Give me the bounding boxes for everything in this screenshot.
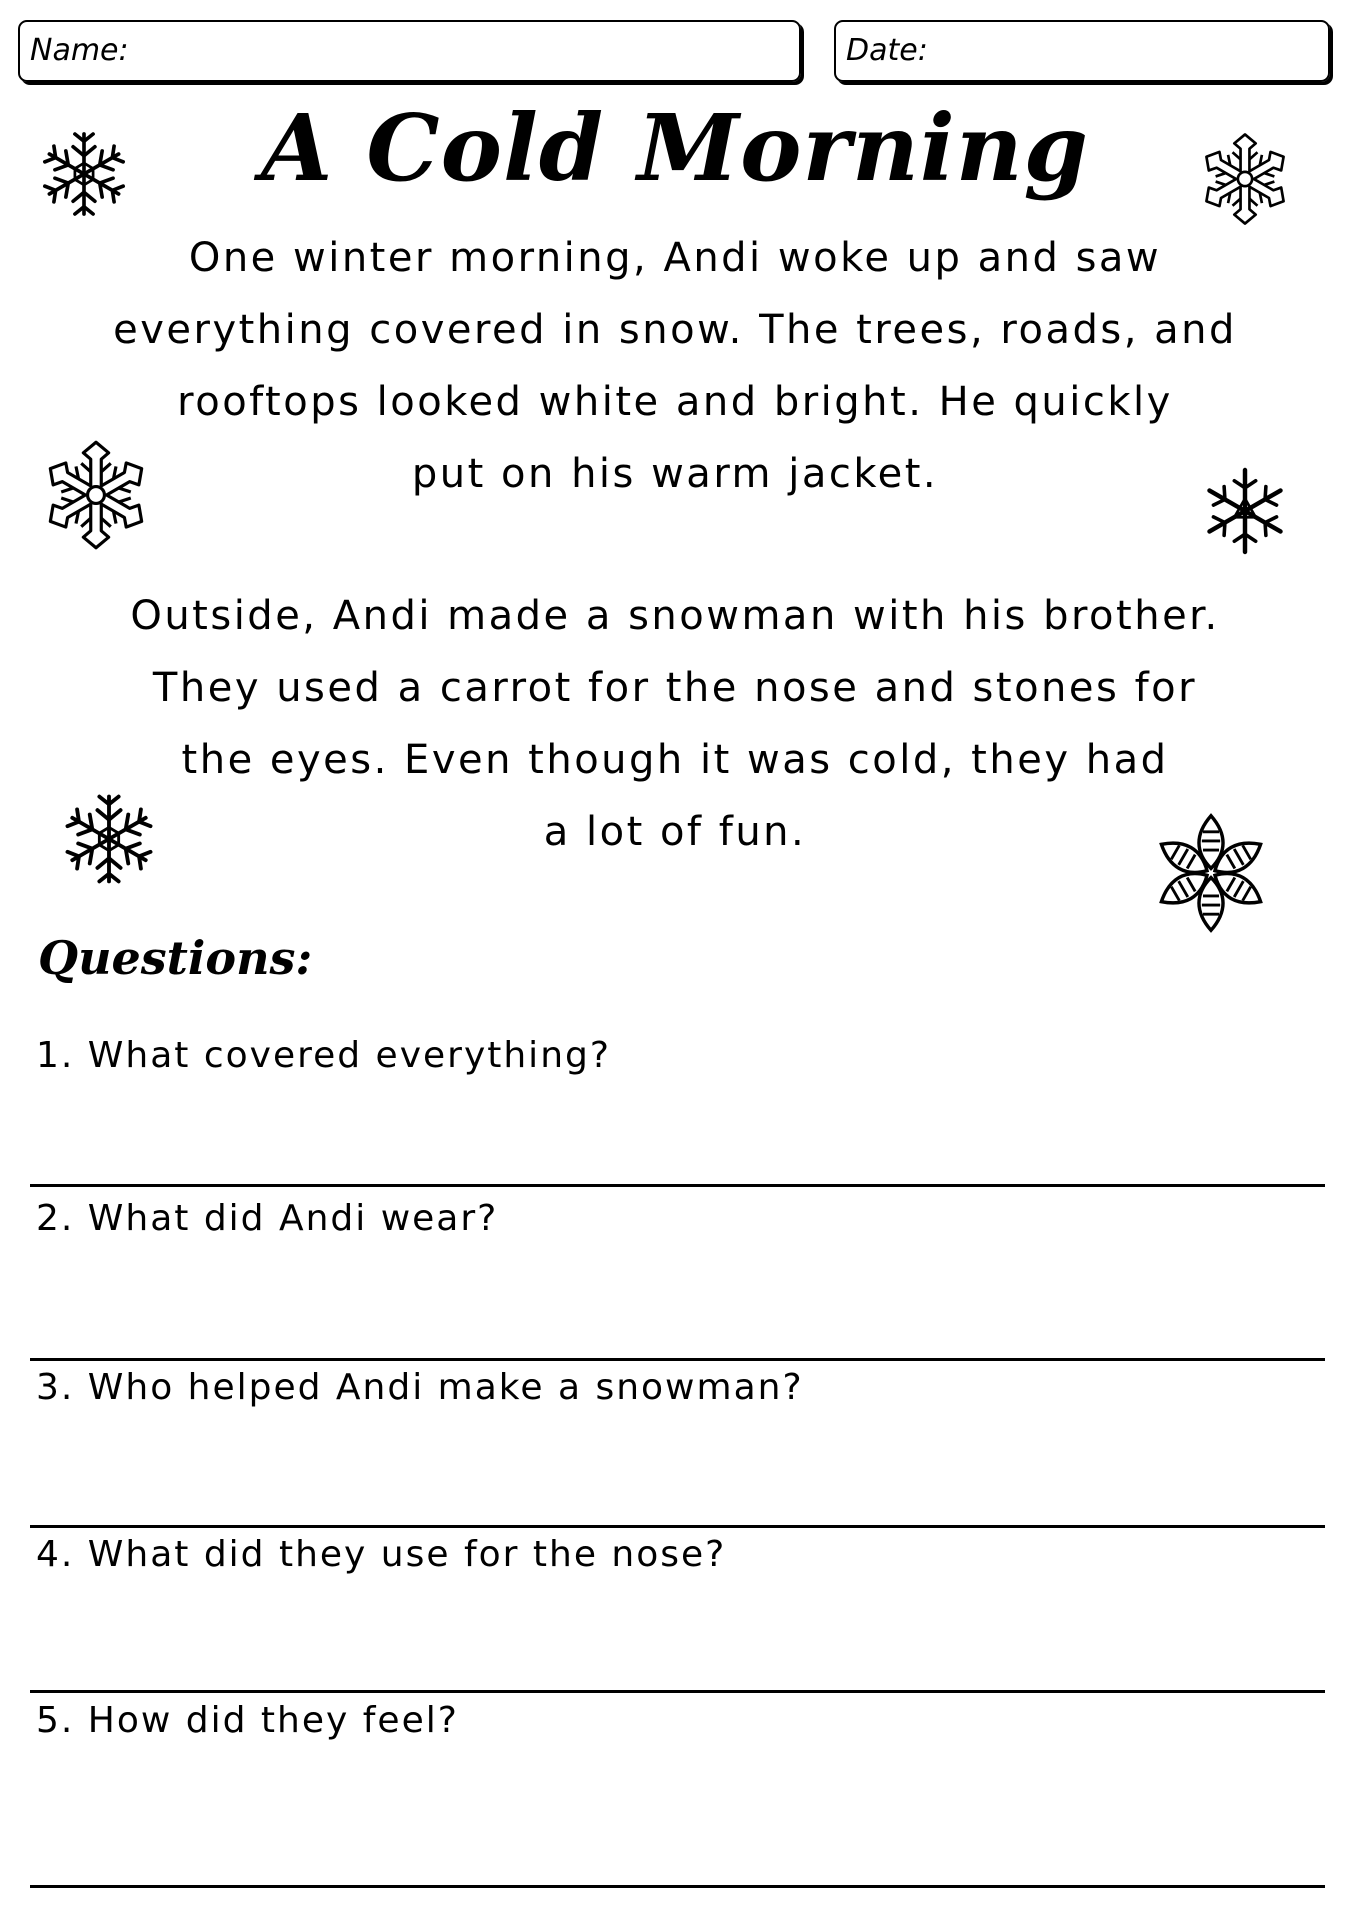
snowflake-icon	[1196, 130, 1294, 228]
date-field[interactable]	[834, 20, 1330, 82]
passage-line: One winter morning, Andi woke up and saw	[188, 235, 1162, 281]
question-4: 4. What did they use for the nose?	[36, 1534, 727, 1575]
snowflake-icon	[1196, 462, 1294, 560]
snowflake-icon	[1148, 810, 1274, 936]
question-2: 2. What did Andi wear?	[36, 1198, 499, 1239]
question-3: 3. Who helped Andi make a snowman?	[36, 1367, 804, 1408]
passage-paragraph-1	[0, 222, 1350, 510]
questions-heading: Questions:	[38, 931, 313, 985]
passage-line: rooftops looked white and bright. He quickly	[177, 379, 1173, 425]
date-label: Date:	[846, 33, 928, 68]
snowflake-icon	[34, 124, 134, 224]
snowflake-icon	[56, 786, 162, 892]
passage-line: everything covered in snow. The trees, roads, and	[113, 307, 1237, 353]
passage-line: Outside, Andi made a snowman with his brother.	[130, 593, 1220, 639]
answer-line-2[interactable]	[30, 1358, 1325, 1361]
answer-line-3[interactable]	[30, 1525, 1325, 1528]
answer-line-4[interactable]	[30, 1690, 1325, 1693]
answer-line-1[interactable]	[30, 1184, 1325, 1187]
passage-line: a lot of fun.	[543, 809, 807, 855]
name-label: Name:	[30, 33, 129, 68]
passage-line: put on his warm jacket.	[411, 451, 939, 497]
answer-line-5[interactable]	[30, 1885, 1325, 1888]
page-title: A Cold Morning	[260, 94, 1090, 202]
name-field[interactable]	[18, 20, 801, 82]
passage-line: They used a carrot for the nose and stones for	[152, 665, 1198, 711]
passage-line: the eyes. Even though it was cold, they had	[181, 737, 1169, 783]
snowflake-icon	[38, 437, 154, 553]
question-1: 1. What covered everything?	[36, 1035, 611, 1076]
question-5: 5. How did they feel?	[36, 1700, 459, 1741]
